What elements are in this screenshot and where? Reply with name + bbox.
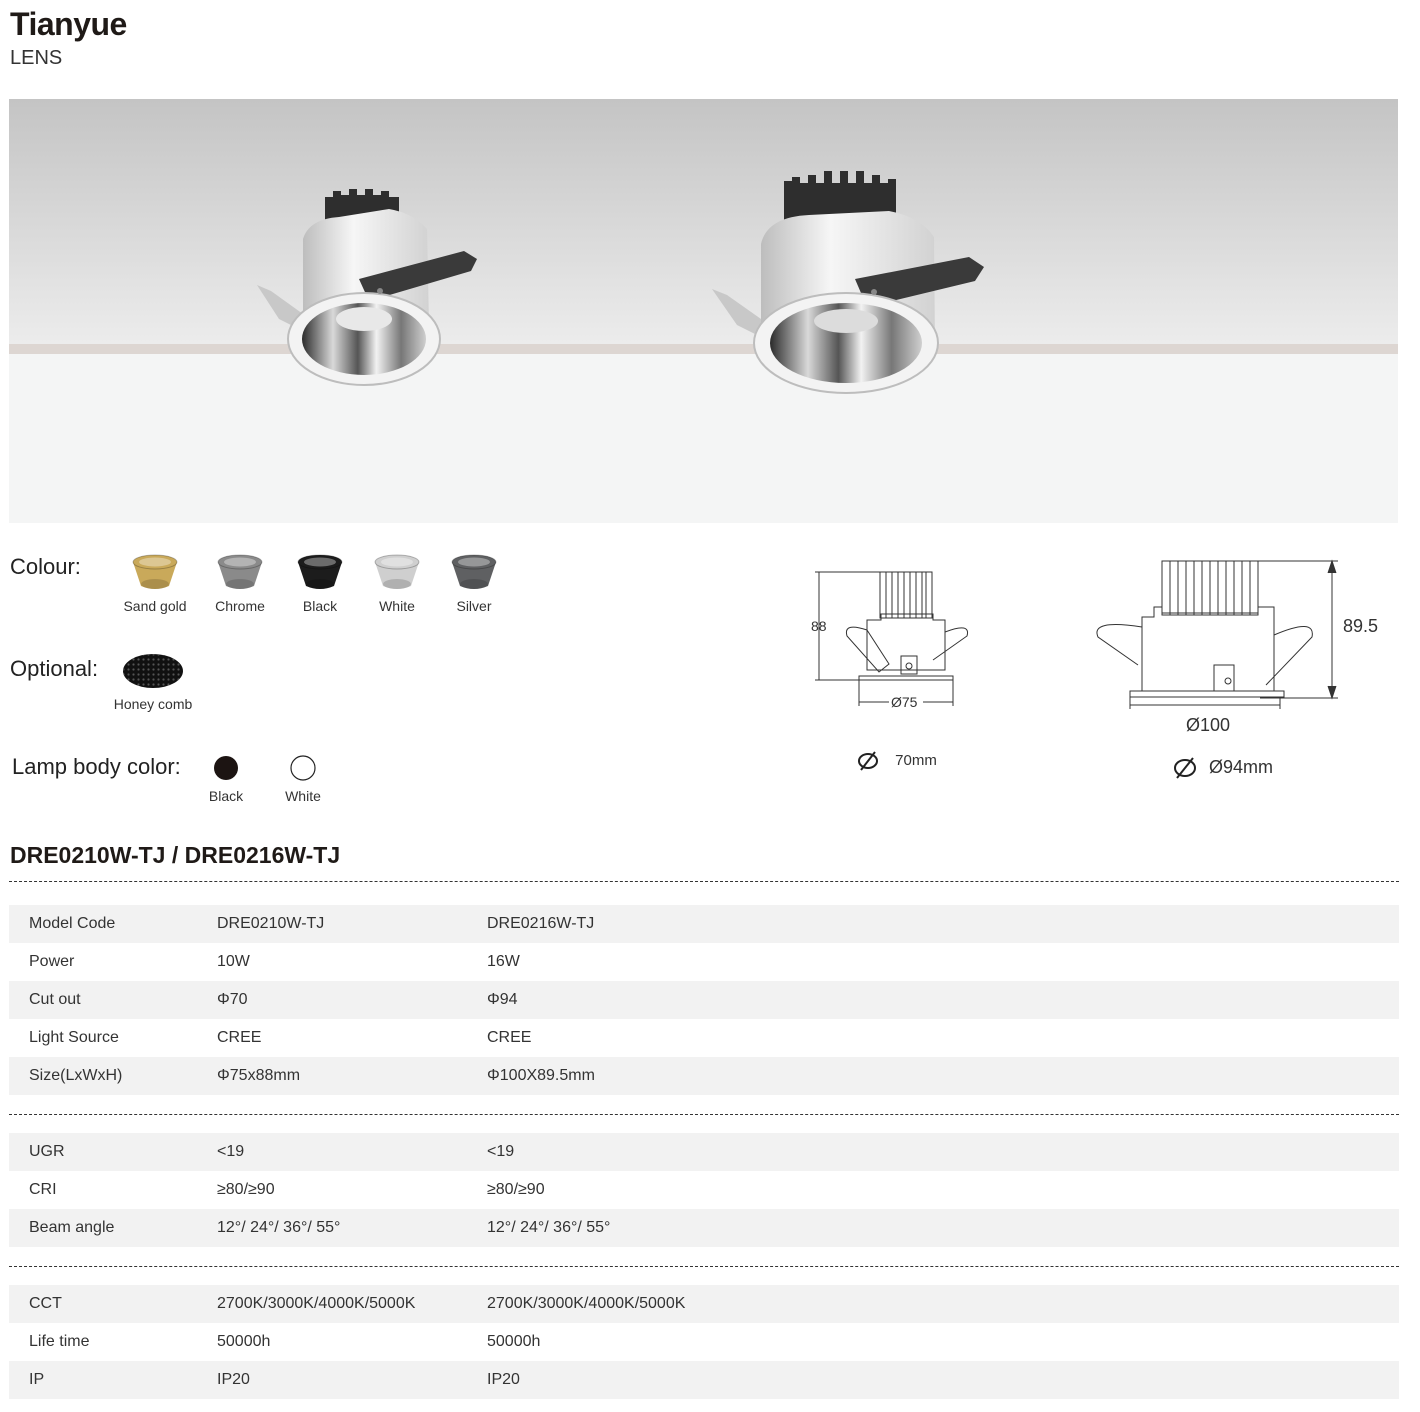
small-cutout (855, 750, 937, 772)
swatch-name: White (285, 788, 321, 804)
divider (9, 1114, 1399, 1115)
table-row (9, 1285, 1399, 1323)
spec-value: 10W (217, 953, 250, 970)
swatch-name: Sand gold (123, 598, 187, 614)
spec-label: Model Code (29, 915, 116, 932)
spec-value: CREE (487, 1029, 532, 1046)
swatch-name: White (379, 598, 415, 614)
spec-value: Φ94 (487, 991, 518, 1008)
spec-label: Size(LxWxH) (29, 1067, 123, 1084)
cutout-icon (855, 750, 881, 772)
lens-reflector-icon (448, 550, 500, 592)
spec-value: CREE (217, 1029, 262, 1046)
spec-value: 50000h (217, 1333, 271, 1350)
table-row (9, 1133, 1399, 1171)
spec-label: UGR (29, 1143, 65, 1160)
cutout-icon (1170, 756, 1200, 780)
spec-value: ≥80/≥90 (217, 1181, 275, 1198)
lens-reflector-icon (371, 550, 423, 592)
small-diameter-label: Ø75 (891, 694, 918, 710)
large-height-label: 89.5 (1343, 616, 1379, 636)
colour-swatch-silver (419, 550, 529, 614)
spec-value: ≥80/≥90 (487, 1181, 545, 1198)
spec-value: 12°/ 24°/ 36°/ 55° (487, 1219, 611, 1236)
large-diameter-label: Ø100 (1186, 715, 1231, 735)
spec-value: 16W (487, 953, 520, 970)
table-row (9, 1209, 1399, 1247)
spec-label: CRI (29, 1181, 57, 1198)
lens-reflector-icon (214, 550, 266, 592)
spec-value: 2700K/3000K/4000K/5000K (217, 1295, 416, 1312)
spec-value: IP20 (487, 1371, 520, 1388)
spec-value: Φ70 (217, 991, 248, 1008)
lamp-body-label: Lamp body color: (12, 754, 181, 779)
brand-title: Tianyue (10, 6, 127, 42)
spec-value: Φ100X89.5mm (487, 1067, 595, 1084)
colour-label: Colour: (10, 554, 81, 579)
large-lamp-drawing (1090, 555, 1390, 745)
table-row (9, 905, 1399, 943)
product-category: LENS (10, 47, 63, 69)
lens-reflector-icon (129, 550, 181, 592)
spec-value: <19 (487, 1143, 515, 1160)
product-hero-image (9, 99, 1398, 523)
spec-table-general (9, 905, 1399, 1095)
spec-label: Light Source (29, 1029, 119, 1046)
divider (9, 1266, 1399, 1267)
table-row (9, 1171, 1399, 1209)
spec-value: 50000h (487, 1333, 541, 1350)
spec-label: Power (29, 953, 75, 970)
honeycomb-swatch (98, 652, 208, 712)
large-cutout (1170, 756, 1273, 780)
table-row (9, 1019, 1399, 1057)
spec-value: Φ75x88mm (217, 1067, 301, 1084)
swatch-name: Honey comb (113, 696, 193, 712)
small-cutout-value: 70mm (895, 751, 937, 769)
table-row (9, 1057, 1399, 1095)
spec-label: Beam angle (29, 1219, 115, 1236)
table-row (9, 1323, 1399, 1361)
lens-reflector-icon (294, 550, 346, 592)
spec-value: IP20 (217, 1371, 250, 1388)
divider (9, 881, 1399, 882)
small-lamp-drawing (805, 560, 985, 720)
table-row (9, 943, 1399, 981)
spec-label: CCT (29, 1295, 62, 1312)
spec-label: IP (29, 1371, 45, 1388)
spec-value: 2700K/3000K/4000K/5000K (487, 1295, 686, 1312)
spec-value: DRE0216W-TJ (487, 915, 595, 932)
spec-value: <19 (217, 1143, 245, 1160)
spec-table-optics (9, 1133, 1399, 1247)
spec-value: 12°/ 24°/ 36°/ 55° (217, 1219, 341, 1236)
spec-label: Life time (29, 1333, 90, 1350)
swatch-name: Black (208, 788, 244, 804)
swatch-name: Silver (456, 598, 492, 614)
spec-table-lifetime (9, 1285, 1399, 1399)
optional-label: Optional: (10, 656, 99, 681)
swatch-name: Chrome (215, 598, 265, 614)
swatch-name: Black (302, 598, 338, 614)
spec-label: Cut out (29, 991, 81, 1008)
large-cutout-value: Ø94mm (1209, 756, 1274, 777)
table-row (9, 1361, 1399, 1399)
spec-value: DRE0210W-TJ (217, 915, 325, 932)
model-section-title: DRE0210W-TJ / DRE0216W-TJ (10, 842, 341, 868)
table-row (9, 981, 1399, 1019)
lamp-body-white-swatch (248, 754, 358, 804)
small-height-label: 88 (811, 618, 827, 634)
